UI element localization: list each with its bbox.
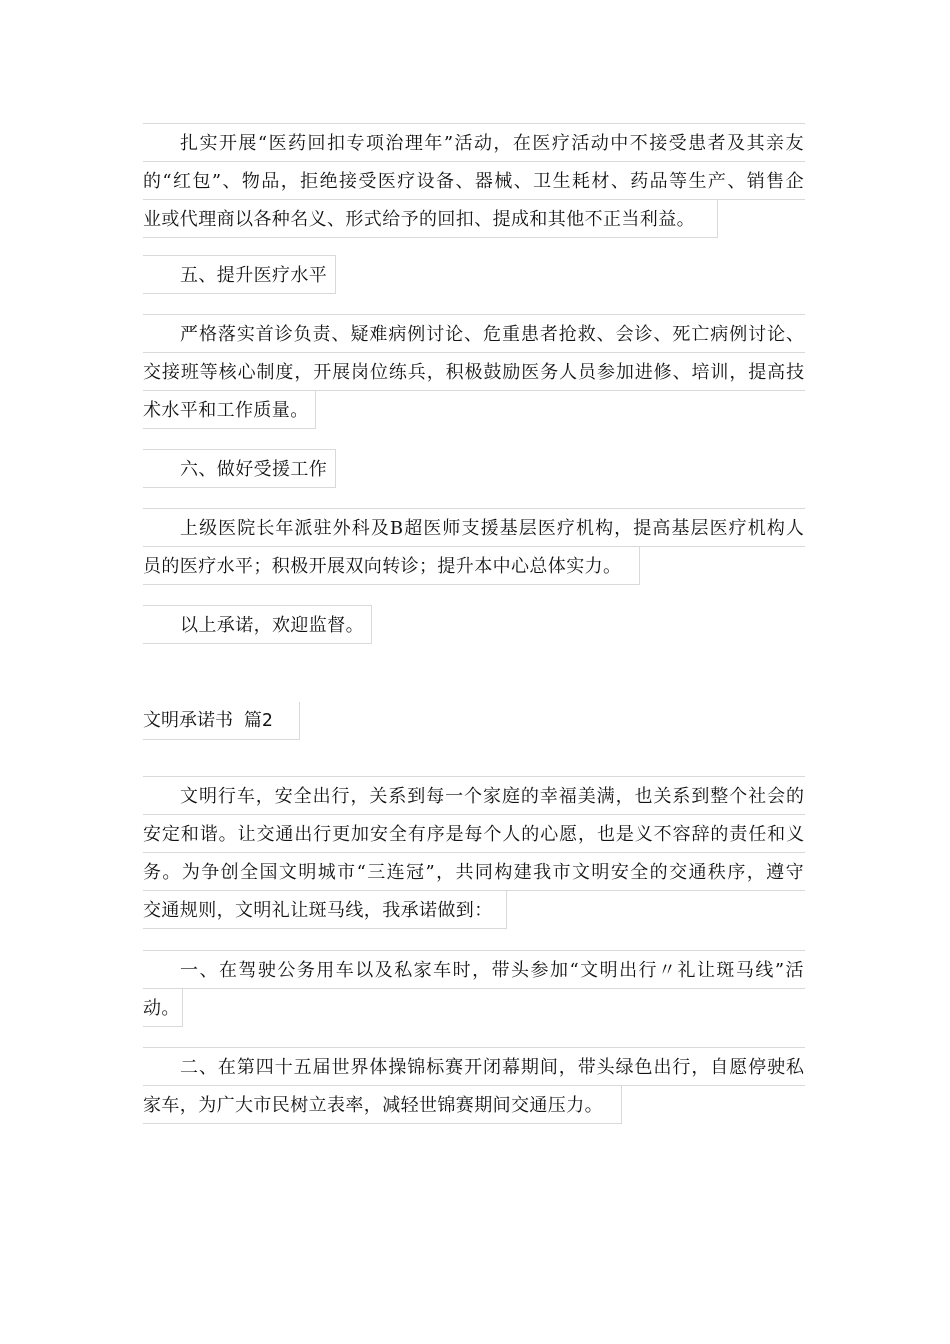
paragraph-commitment-item-2 [143, 1047, 805, 1126]
text-line: 安定和谐。让交通出行更加安全有序是每个人的心愿，也是义不容辞的责任和义 [143, 815, 805, 853]
text-line: 文明行车，安全出行，关系到每一个家庭的幸福美满，也关系到整个社会的 [143, 777, 805, 815]
text-line: 动。 [143, 989, 183, 1027]
paragraph-core-systems [143, 314, 805, 431]
text-line: 严格落实首诊负责、疑难病例讨论、危重患者抢救、会诊、死亡病例讨论、 [143, 315, 805, 353]
paragraph-civilized-driving [143, 776, 805, 931]
paragraph-commitment-item-1 [143, 950, 805, 1029]
text-line: 二、在第四十五届世界体操锦标赛开闭幕期间，带头绿色出行，自愿停驶私 [143, 1048, 805, 1086]
paragraph-rebate-commitment [143, 123, 805, 240]
text-line: 上级医院长年派驻外科及B超医师支援基层医疗机构，提高基层医疗机构人 [143, 509, 805, 547]
text-line: 家车，为广大市民树立表率，减轻世锦赛期间交通压力。 [143, 1086, 622, 1124]
paragraph-assistance [143, 508, 805, 587]
text-line: 以上承诺，欢迎监督。 [143, 606, 372, 644]
text-line: 员的医疗水平；积极开展双向转诊；提升本中心总体实力。 [143, 547, 640, 585]
text-line: 扎实开展“医药回扣专项治理年”活动，在医疗活动中不接受患者及其亲友 [143, 124, 805, 162]
text-line: 交通规则，文明礼让斑马线，我承诺做到： [143, 891, 507, 929]
text-line: 务。为争创全国文明城市“三连冠”，共同构建我市文明安全的交通秩序，遵守 [143, 853, 805, 891]
section-heading: 文明承诺书 篇2 [143, 702, 300, 740]
text-line: 术水平和工作质量。 [143, 391, 316, 429]
section-title-assistance-work [143, 449, 336, 490]
text-line: 六、做好受援工作 [143, 450, 336, 488]
text-line: 的“红包”、物品，拒绝接受医疗设备、器械、卫生耗材、药品等生产、销售企 [143, 162, 805, 200]
section-title-improve-medical-level [143, 255, 336, 296]
text-line: 一、在驾驶公务用车以及私家车时，带头参加“文明出行〃礼让斑马线”活 [143, 951, 805, 989]
text-line: 五、提升医疗水平 [143, 256, 336, 294]
closing-statement [143, 605, 372, 646]
text-line: 业或代理商以各种名义、形式给予的回扣、提成和其他不正当利益。 [143, 200, 718, 238]
text-line: 交接班等核心制度，开展岗位练兵，积极鼓励医务人员参加进修、培训，提高技 [143, 353, 805, 391]
